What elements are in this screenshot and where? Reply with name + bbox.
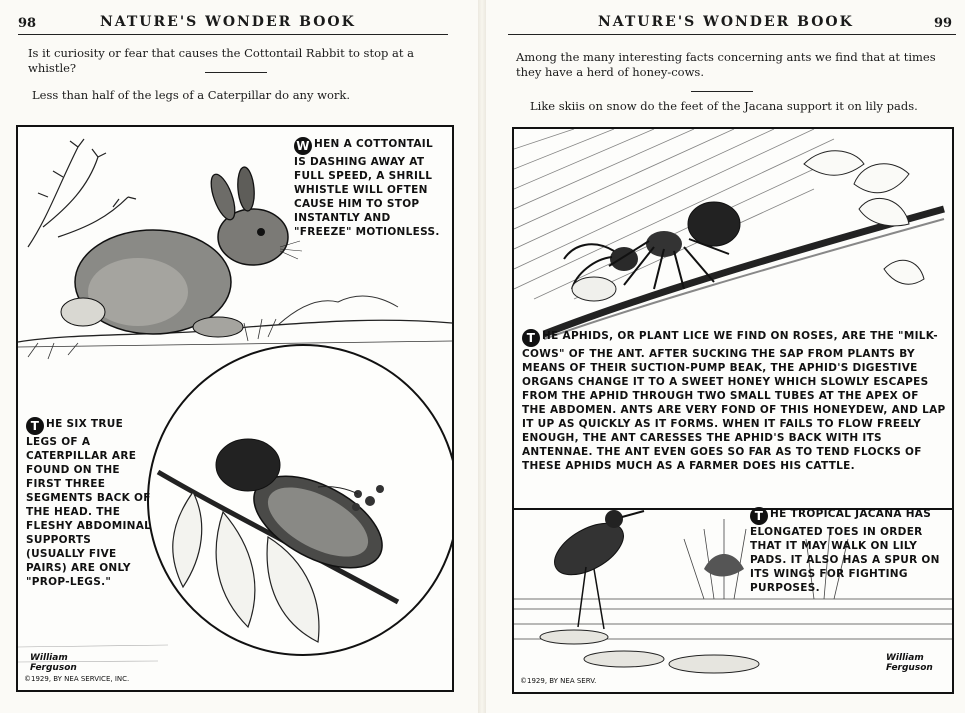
illustration-panel bbox=[16, 125, 454, 692]
separator-rule bbox=[205, 72, 267, 73]
left-page bbox=[0, 0, 478, 713]
page-number: 98 bbox=[18, 16, 37, 31]
copyright-notice: ©1929, BY NEA SERVICE, INC. bbox=[24, 675, 130, 683]
jacana-caption: T HE TROPICAL JACANA HAS ELONGATED TOES IN ORDER THAT IT MAY WALK ON LILY PADS. IT ALSO HAS A SPUR ON ITS WINGS FOR FIGHTING PURPOSES. bbox=[750, 508, 940, 594]
illustration-panel bbox=[512, 127, 954, 694]
running-head: NATURE'S WONDER BOOK bbox=[598, 14, 854, 30]
drop-cap: T bbox=[26, 417, 44, 435]
drop-cap: W bbox=[294, 137, 312, 155]
caterpillar-caption: T HE SIX TRUE LEGS OF A CATERPILLAR ARE FOUND ON THE FIRST THREE SEGMENTS BACK OF THE HEAD. THE FLESHY ABDOMINAL SUPPORTS (USUALLY FIVE PAIRS) ARE ONLY "PROP-LEGS." bbox=[26, 418, 152, 588]
separator-rule bbox=[691, 91, 753, 92]
question-text: Among the many interesting facts concerning ants we find that at times they have a herd of honey-cows. bbox=[516, 50, 936, 79]
artist-signature: William Ferguson bbox=[886, 653, 933, 673]
book-spine bbox=[478, 0, 486, 713]
drop-cap: T bbox=[750, 507, 768, 525]
rabbit-caption: W HEN A COTTONTAIL IS DASHING AWAY AT FULL SPEED, A SHRILL WHISTLE WILL OFTEN CAUSE HIM TO STOP INSTANTLY AND "FREEZE" MOTIONLESS. bbox=[294, 138, 440, 238]
page-number: 99 bbox=[934, 16, 953, 31]
drop-cap: T bbox=[522, 329, 540, 347]
right-page bbox=[486, 0, 965, 713]
copyright-notice: ©1929, BY NEA SERV. bbox=[520, 677, 597, 685]
header-rule bbox=[18, 34, 448, 35]
artist-signature: William Ferguson bbox=[30, 653, 77, 673]
running-head: NATURE'S WONDER BOOK bbox=[100, 14, 356, 30]
aphid-caption: T HE APHIDS, OR PLANT LICE WE FIND ON ROSES, ARE THE "MILK-COWS" OF THE ANT. AFTER SUCKING THE SAP FROM PLANTS BY MEANS OF THEIR SUCTION-PUMP BEAK, THE APHID'S DIGESTIVE ORGANS CHANGE IT TO A SWEET HONEY WHICH SLOWLY ESCAPES FROM THE APHID THROUGH TWO SMALL TUBES AT THE APEX OF THE ABDOMEN. ANTS ARE VERY FOND OF THIS HONEYDEW, AND LAP IT UP AS QUICKLY AS IT FORMS. WHEN IT FAILS TO FLOW FREELY ENOUGH, THE ANT CARESSES THE APHID'S BACK WITH ITS ANTENNAE. THE ANT EVEN GOES SO FAR AS TO TEND FLOCKS OF THESE APHIDS MUCH AS A FARMER DOES HIS CATTLE. bbox=[522, 330, 946, 472]
question-text: Like skiis on snow do the feet of the Jacana support it on lily pads. bbox=[530, 99, 918, 113]
question-text: Is it curiosity or fear that causes the Cottontail Rabbit to stop at a whistle? bbox=[28, 46, 415, 75]
header-rule bbox=[508, 34, 956, 35]
question-text: Less than half of the legs of a Caterpillar do any work. bbox=[32, 88, 351, 102]
